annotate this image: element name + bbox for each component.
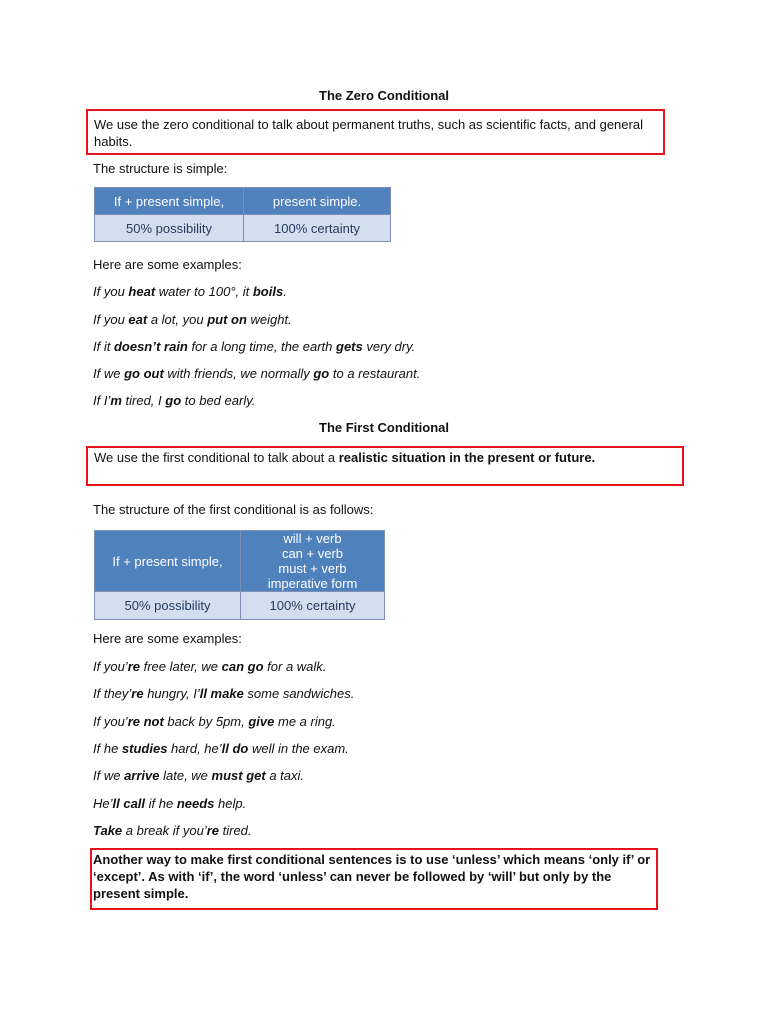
example-keyword: boils xyxy=(252,284,284,299)
example-keyword: can go xyxy=(221,659,264,674)
first-table-head-right-line: will + verb xyxy=(283,531,342,546)
example-keyword: ll do xyxy=(221,741,249,756)
example-text: If you’ xyxy=(93,714,128,729)
example-text: me a ring. xyxy=(274,714,336,729)
example-keyword: re xyxy=(206,823,219,838)
example-text: for a long time, the earth xyxy=(187,339,337,354)
example-text: weight. xyxy=(246,312,292,327)
first-table-cell-left: 50% possibility xyxy=(95,592,241,620)
example-keyword: go xyxy=(165,393,182,408)
example-sentence xyxy=(93,795,246,812)
zero-table-head-left: If + present simple, xyxy=(95,188,244,215)
example-text: hard, he’ xyxy=(167,741,222,756)
example-text: If it xyxy=(93,339,114,354)
example-keyword: go out xyxy=(124,366,164,381)
example-sentence xyxy=(93,658,326,675)
zero-structure-intro: The structure is simple: xyxy=(93,161,228,176)
example-sentence xyxy=(93,365,420,382)
example-sentence xyxy=(93,713,336,730)
example-text: . xyxy=(283,284,287,299)
example-keyword: re not xyxy=(127,714,164,729)
first-table-cell-right: 100% certainty xyxy=(241,592,385,620)
example-text: If they’ xyxy=(93,686,132,701)
example-text: If he xyxy=(93,741,122,756)
example-text: a break if you’ xyxy=(122,823,207,838)
first-table-head-left: If + present simple, xyxy=(95,531,241,592)
first-structure-table xyxy=(94,530,385,620)
example-text: hungry, I’ xyxy=(143,686,200,701)
zero-table-cell-right: 100% certainty xyxy=(244,215,391,242)
example-sentence xyxy=(93,822,252,839)
example-text: very dry. xyxy=(362,339,416,354)
example-keyword: heat xyxy=(128,284,156,299)
example-text: He’ xyxy=(93,796,113,811)
example-sentence xyxy=(93,392,255,409)
example-text: a taxi. xyxy=(265,768,304,783)
example-text: free later, we xyxy=(139,659,222,674)
example-text: with friends, we normally xyxy=(163,366,314,381)
first-table-head-right xyxy=(241,531,385,592)
example-keyword: Take xyxy=(93,823,123,838)
first-table-head-right-line: can + verb xyxy=(281,546,344,561)
example-text: If you xyxy=(93,312,129,327)
example-sentence xyxy=(93,338,415,355)
first-definition-bold: realistic situation in the present or future. xyxy=(338,450,596,465)
example-keyword: re xyxy=(127,659,140,674)
example-text: well in the exam. xyxy=(248,741,349,756)
example-keyword: m xyxy=(110,393,122,408)
zero-definition-box xyxy=(86,109,665,155)
example-sentence xyxy=(93,767,304,784)
example-text: help. xyxy=(214,796,247,811)
example-sentence xyxy=(93,740,349,757)
example-text: If I’ xyxy=(93,393,111,408)
example-text: for a walk. xyxy=(263,659,327,674)
example-text: If you xyxy=(93,284,129,299)
zero-examples-intro: Here are some examples: xyxy=(93,257,242,272)
zero-conditional-title: The Zero Conditional xyxy=(319,88,449,103)
example-text: if he xyxy=(145,796,177,811)
example-keyword: ll call xyxy=(112,796,146,811)
first-definition-text xyxy=(94,449,595,466)
example-keyword: gets xyxy=(336,339,363,354)
example-sentence xyxy=(93,311,292,328)
example-sentence xyxy=(93,283,287,300)
example-text: some sandwiches. xyxy=(243,686,355,701)
example-keyword: give xyxy=(248,714,275,729)
example-text: a lot, you xyxy=(147,312,208,327)
zero-definition-text: We use the zero conditional to talk about permanent truths, such as scientific facts, and general habits. xyxy=(94,117,643,149)
example-text: late, we xyxy=(159,768,212,783)
unless-note-text: Another way to make first conditional sentences is to use ‘unless’ which means ‘only if’ or ‘except’. As with ‘if’, the word ‘unless’ can never be followed by ‘will’ but only by the present simple. xyxy=(93,852,651,901)
example-text: If you’ xyxy=(93,659,128,674)
example-keyword: put on xyxy=(207,312,247,327)
first-definition-box xyxy=(86,446,684,486)
zero-structure-table xyxy=(94,187,391,242)
first-table-head-right-line: must + verb xyxy=(278,561,347,576)
example-text: tired. xyxy=(219,823,252,838)
example-text: back by 5pm, xyxy=(163,714,249,729)
example-keyword: go xyxy=(313,366,330,381)
first-examples-intro: Here are some examples: xyxy=(93,631,242,646)
example-text: water to 100°, it xyxy=(155,284,253,299)
example-keyword: needs xyxy=(176,796,215,811)
example-text: If we xyxy=(93,768,125,783)
first-table-head-right-line: imperative form xyxy=(267,576,358,591)
example-sentence xyxy=(93,685,354,702)
example-text: to a restaurant. xyxy=(329,366,421,381)
example-text: to bed early. xyxy=(181,393,256,408)
example-keyword: doesn’t rain xyxy=(113,339,188,354)
zero-table-cell-left: 50% possibility xyxy=(95,215,244,242)
example-text: tired, I xyxy=(121,393,166,408)
example-keyword: eat xyxy=(128,312,148,327)
first-definition-plain: We use the first conditional to talk about a xyxy=(94,450,339,465)
example-keyword: re xyxy=(131,686,144,701)
example-keyword: studies xyxy=(121,741,168,756)
zero-table-head-right: present simple. xyxy=(244,188,391,215)
example-keyword: arrive xyxy=(124,768,160,783)
example-text: If we xyxy=(93,366,125,381)
first-conditional-title: The First Conditional xyxy=(319,420,449,435)
example-keyword: must get xyxy=(211,768,266,783)
first-structure-intro: The structure of the first conditional is as follows: xyxy=(93,502,374,517)
example-keyword: ll make xyxy=(199,686,244,701)
unless-note-box xyxy=(90,848,658,910)
